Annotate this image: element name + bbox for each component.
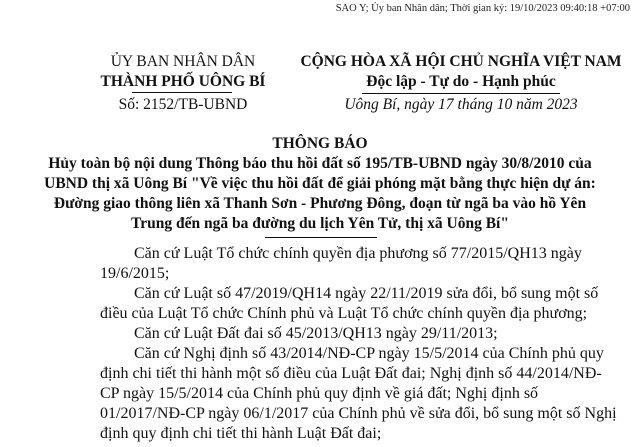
issuer-underline <box>132 92 232 93</box>
body-line: Căn cứ Luật số 47/2019/QH14 ngày 22/11/2019 sửa đổi, bổ sung một số <box>134 285 599 302</box>
body-line: CP ngày 15/5/2014 của Chính phủ quy định về giá đất; Nghị định số <box>100 385 539 402</box>
body-line: 19/6/2015; <box>100 265 170 282</box>
issuer-name: ỦY BAN NHÂN DÂN <box>110 53 256 70</box>
body-line: điều của Luật Tổ chức Chính phủ và Luật Tổ chức chính quyền địa phương; <box>100 305 588 322</box>
body-line: 01/2017/NĐ-CP ngày 06/1/2017 của Chính phủ về sửa đổi, bổ sung một số Nghị <box>100 405 617 422</box>
subtitle-line: Hủy toàn bộ nội dung Thông báo thu hồi đất số 195/TB-UBND ngày 30/8/2010 của <box>48 155 592 172</box>
subtitle-line: Đường giao thông liên xã Thanh Sơn - Phương Đông, đoạn từ ngã ba vào hồ Yên <box>53 195 587 212</box>
body-line: Căn cứ Luật Tổ chức chính quyền địa phương số 77/2015/QH13 ngày <box>134 245 582 262</box>
digital-signature-stamp: SAO Y; Ủy ban Nhân dân; Thời gian ký: 19/10/2023 09:40:18 +07:00 <box>335 3 630 14</box>
subtitle-line: Trung đến ngã ba đường du lịch Yên Tử, thị xã Uông Bí" <box>131 215 509 232</box>
motto-underline <box>362 93 560 94</box>
document-title: THÔNG BÁO <box>272 135 368 152</box>
body-line: định quy định chi tiết thi hành Luật Đất đai; <box>100 425 382 442</box>
subtitle-line: UBND thị xã Uông Bí "Về việc thu hồi đất để giải phóng mặt bằng thực hiện dự án: <box>44 175 596 192</box>
body-line: Căn cứ Nghị định số 43/2014/NĐ-CP ngày 15/5/2014 của Chính phủ quy <box>134 345 604 362</box>
document-number: Số: 2152/TB-UBND <box>118 96 248 113</box>
national-motto: Độc lập - Tự do - Hạnh phúc <box>366 73 556 90</box>
body-line: Căn cứ Luật Đất đai số 45/2013/QH13 ngày 29/11/2013; <box>134 325 498 342</box>
national-title: CỘNG HÒA XÃ HỘI CHỦ NGHĨA VIỆT NAM <box>300 53 622 70</box>
body-line: định chi tiết thi hành một số điều của Luật Đất đai; Nghị định số 44/2014/NĐ- <box>100 365 602 382</box>
place-date: Uông Bí, ngày 17 tháng 10 năm 2023 <box>344 96 578 113</box>
issuer-city: THÀNH PHỐ UÔNG BÍ <box>100 73 266 90</box>
title-underline <box>265 237 377 238</box>
